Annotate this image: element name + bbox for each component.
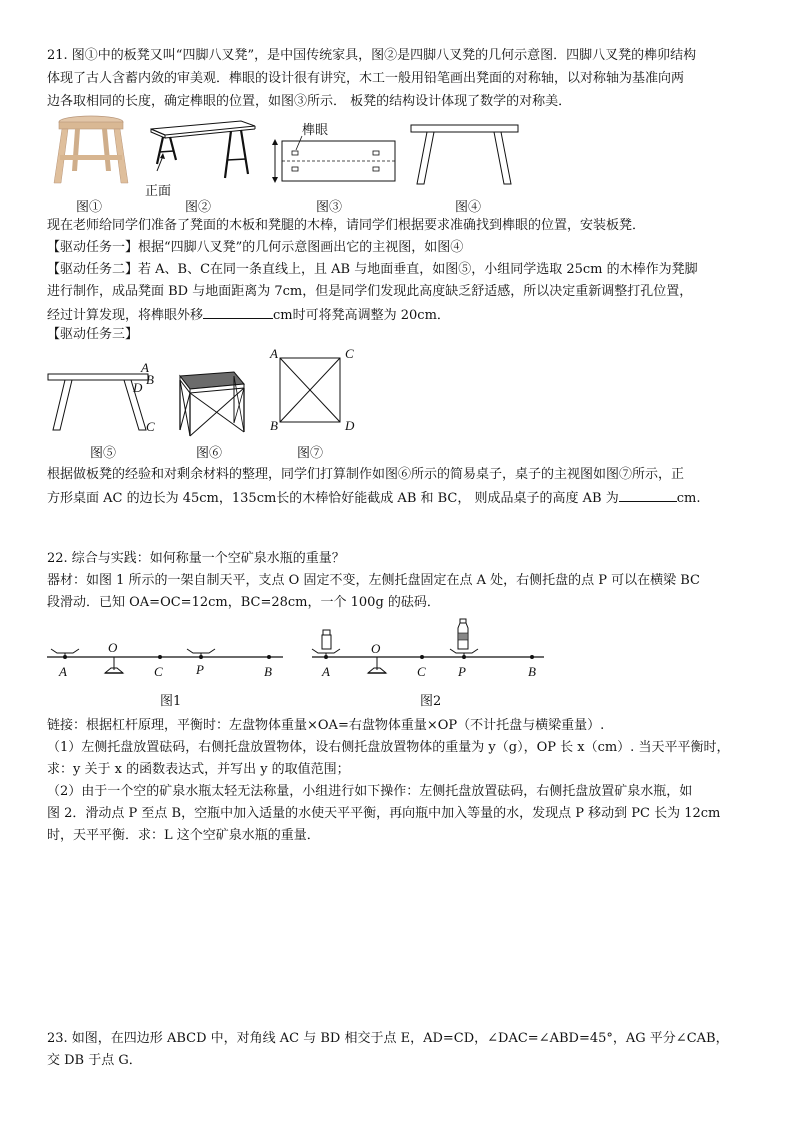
fig-label-6: 图⑥ (196, 446, 223, 461)
figure-7-square-diagonals (279, 357, 341, 423)
task2-text-after-blank: cm时可将凳高调整为 20cm． (273, 308, 450, 323)
fig-label-7: 图⑦ (297, 446, 324, 461)
q22-after-line-4: （2）由于一个空的矿泉水瓶太轻无法称量，小组进行如下操作：左侧托盘放置砝码，右侧托盘放置矿泉水瓶，如 (47, 784, 693, 799)
q22-after-line-5: 图 2．滑动点 P 至点 B，空瓶中加入适量的水使天平平衡，再向瓶中加入等量的水，发现点 P 移动到 PC 长为 12cm (47, 806, 721, 821)
q22-after-line-2: （1）左侧托盘放置砝码，右侧托盘放置物体，设右侧托盘放置物体的重量为 y（g），OP 长 x（cm）. 当天平平衡时， (47, 740, 730, 755)
answer-blank-height[interactable] (619, 488, 677, 502)
q23-line-2: 交 DB 于点 G． (47, 1053, 142, 1068)
fig1-point-o: O (108, 640, 118, 655)
task2-text-before-blank: 经过计算发现，将榫眼外移 (47, 308, 204, 323)
fig5-point-d: D (133, 380, 143, 395)
fig5-point-c: C (146, 419, 155, 434)
fig7-point-d: D (345, 418, 355, 433)
balance-fig-label-1: 图1 (160, 694, 182, 709)
q22-after-line-1: 链接：根据杠杆原理，平衡时：左盘物体重量×OA=右盘物体重量×OP（不计托盘与横梁重量）. (47, 718, 605, 733)
fig-label-2: 图② (185, 200, 212, 215)
figure-3-mortise-layout (270, 138, 400, 188)
q22-title: 22. 综合与实践：如何称量一个空矿泉水瓶的重量？ (47, 551, 345, 566)
q21-final-line-2 (47, 488, 700, 508)
fig1-point-a: A (59, 664, 67, 679)
q21-line-1: 21. 图①中的板凳又叫“四脚八叉凳”，是中国传统家具，图②是四脚八叉凳的几何示意图．四脚八叉凳的榫卯结构 (47, 48, 697, 63)
fig1-point-b: B (264, 664, 272, 679)
q21-line-2: 体现了古人含蓄内敛的审美观．榫眼的设计很有讲究，木工一般用铅笔画出凳面的对称轴，以对称轴为基准向两 (47, 71, 685, 86)
fig1-point-c: C (154, 664, 163, 679)
q21-after-line-3: 【驱动任务二】若 A、B、C在同一条直线上，且 AB 与地面垂直，如图⑤，小组同学选取 25cm 的木棒作为凳脚 (47, 262, 698, 277)
fig2-point-c: C (417, 664, 426, 679)
q21-after-line-2: 【驱动任务一】根据“四脚八叉凳”的几何示意图画出它的主视图，如图④ (47, 240, 464, 255)
front-label: 正面 (145, 184, 172, 199)
q22-after-line-3: 求：y 关于 x 的函数表达式，并写出 y 的取值范围； (47, 762, 350, 777)
q22-after-line-6: 时，天平平衡．求：L 这个空矿泉水瓶的重量． (47, 828, 320, 843)
fig-label-4: 图④ (455, 200, 482, 215)
q23-line-1: 23. 如图，在四边形 ABCD 中，对角线 AC 与 BD 相交于点 E，AD=CD，∠DAC=∠ABD=45°，AG 平分∠CAB， (47, 1031, 729, 1046)
figure-6-table-sketch (174, 368, 249, 440)
fig7-point-a: A (270, 346, 278, 361)
q21-final-line-1: 根据做板凳的经验和对剩余材料的整理，同学们打算制作如图⑥所示的简易桌子，桌子的主视图如图⑦所示，正 (47, 467, 685, 482)
balance-figure-1 (47, 640, 287, 680)
balance-figure-2 (312, 615, 552, 680)
fig7-point-c: C (345, 346, 354, 361)
q21-after-line-1: 现在老师给同学们准备了凳面的木板和凳腿的木棒，请同学们根据要求准确找到榫眼的位置，安装板凳． (47, 218, 646, 233)
q21-task2-last-line (47, 305, 450, 325)
fig-label-3: 图③ (316, 200, 343, 215)
fig1-point-p: P (196, 662, 204, 677)
figure-4-front-view (410, 124, 520, 189)
figure-1-stool-photo (48, 113, 138, 188)
answer-blank-offset[interactable] (203, 305, 273, 319)
final-text-before-blank: 方形桌面 AC 的边长为 45cm，135cm长的木棒恰好能截成 AB 和 BC， 则成品桌子的高度 AB 为 (47, 491, 619, 506)
q21-after-line-4: 进行制作，成品凳面 BD 与地面距离为 7cm，但是同学们发现此高度缺乏舒适感，所以决定重新调整打孔位置， (47, 284, 693, 299)
fig2-point-a: A (322, 664, 330, 679)
q22-line-1: 器材：如图 1 所示的一架自制天平，支点 O 固定不变，左侧托盘固定在点 A 处，右侧托盘的点 P 可以在横梁 BC (47, 573, 700, 588)
q21-line-3: 边各取相同的长度，确定榫眼的位置，如图③所示． 板凳的结构设计体现了数学的对称美． (47, 94, 572, 109)
balance-fig-label-2: 图2 (420, 694, 442, 709)
task3-title: 【驱动任务三】 (47, 327, 139, 342)
fig-label-1: 图① (76, 200, 103, 215)
fig2-point-b: B (528, 664, 536, 679)
fig7-point-b: B (270, 418, 278, 433)
fig-label-5: 图⑤ (90, 446, 117, 461)
mortise-label: 榫眼 (302, 123, 329, 138)
fig2-point-p: P (458, 664, 466, 679)
fig2-point-o: O (371, 641, 381, 656)
final-text-after-blank: cm. (676, 491, 701, 506)
q22-line-2: 段滑动．已知 OA=OC=12cm，BC=28cm，一个 100g 的砝码． (47, 595, 440, 610)
fig5-point-b: B (146, 372, 154, 387)
fig5-point-a: A (141, 360, 149, 375)
figure-5-front-view (47, 368, 157, 438)
